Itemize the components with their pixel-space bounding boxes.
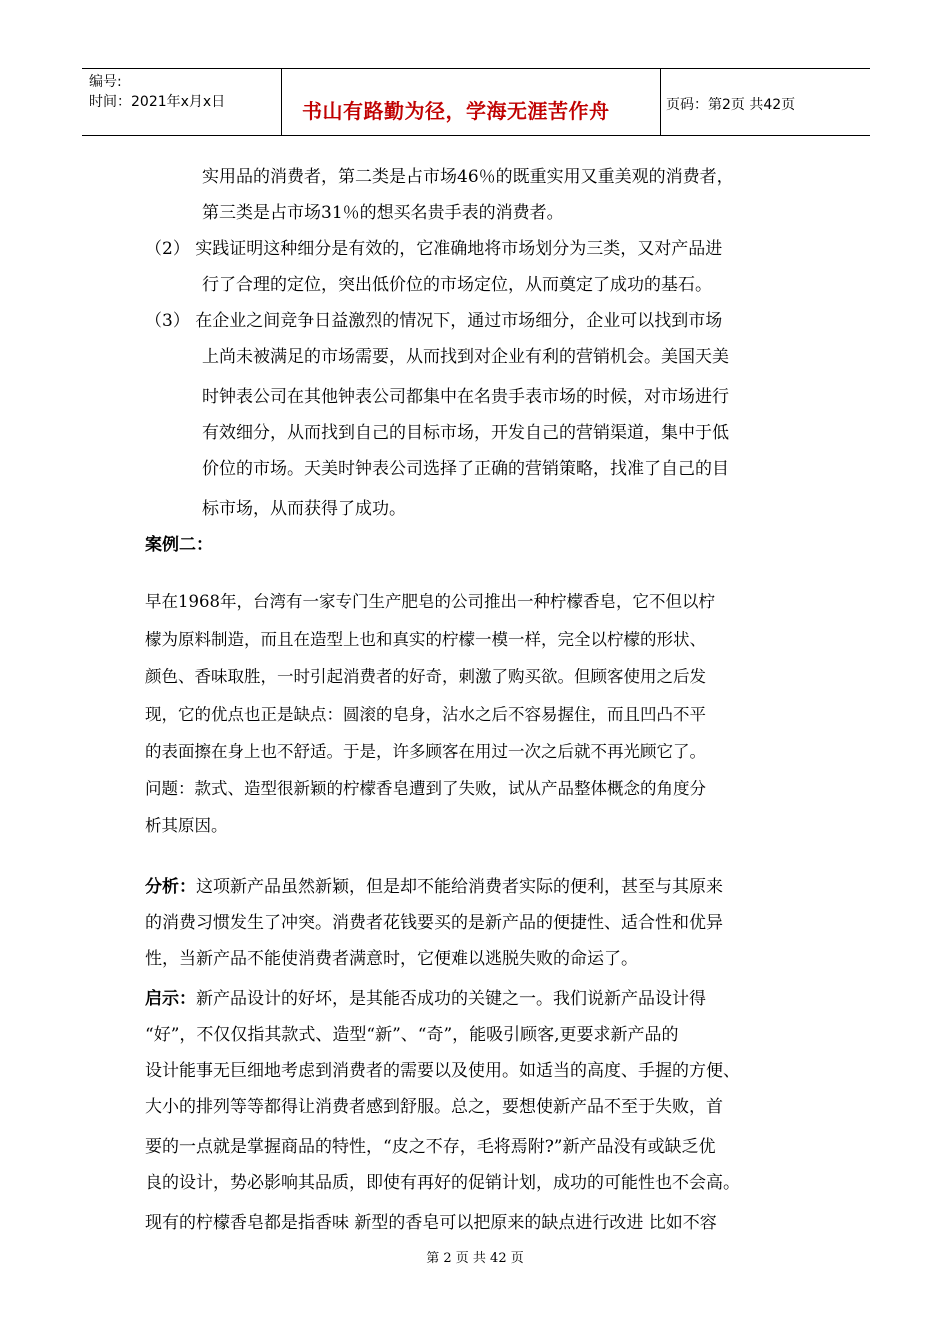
case-line: 檬为原料制造，而且在造型上也和真实的柠檬一模一样，完全以柠檬的形状、 (145, 630, 706, 649)
header-meta-cell (82, 69, 282, 135)
inspiration-line: “好”，不仅仅指其款式、造型“新”、“奇”，能吸引顾客,更要求新产品的 (145, 1025, 679, 1045)
inspiration-text: 新产品设计的好坏，是其能否成功的关键之一。我们说新产品设计得 (196, 989, 706, 1009)
body-line: （3） 在企业之间竞争日益激烈的情况下，通过市场细分，企业可以找到市场 (145, 311, 723, 331)
body-line: （2） 实践证明这种细分是有效的，它准确地将市场划分为三类，又对产品进 (145, 239, 723, 259)
analysis-line: 性，当新产品不能使消费者满意时，它便难以逃脱失败的命运了。 (145, 949, 638, 969)
body-line: 标市场，从而获得了成功。 (202, 499, 406, 519)
question-line: 析其原因。 (145, 816, 228, 835)
analysis-first-line (145, 872, 723, 897)
case-line: 颜色、香味取胜，一时引起消费者的好奇，刺激了购买欲。但顾客使用之后发 (145, 667, 706, 686)
question-line: 问题：款式、造型很新颖的柠檬香皂遭到了失败，试从产品整体概念的角度分 (145, 779, 706, 798)
body-line: 实用品的消费者，第二类是占市场46％的既重实用又重美观的消费者， (202, 167, 734, 187)
body-line: 第三类是占市场31％的想买名贵手表的消费者。 (202, 203, 564, 223)
case-line: 的表面擦在身上也不舒适。于是，许多顾客在用过一次之后就不再光顾它了。 (145, 742, 706, 761)
header-motto-cell (282, 69, 661, 135)
doc-date: 时间：2021年x月x日 (89, 94, 226, 110)
case-title: 案例二： (145, 535, 213, 555)
inspiration-first-line (145, 984, 706, 1009)
analysis-text: 这项新产品虽然新颖，但是却不能给消费者实际的便利，甚至与其原来 (196, 877, 723, 897)
inspiration-line: 现有的柠檬香皂都是指香味 新型的香皂可以把原来的缺点进行改进 比如不容 (145, 1213, 717, 1233)
inspiration-label: 启示： (145, 989, 196, 1009)
body-line: 价位的市场。天美时钟表公司选择了正确的营销策略，找准了自己的目 (202, 459, 729, 479)
header-page-cell (661, 69, 870, 135)
header-page-info: 页码：第2页 共42页 (666, 97, 796, 113)
case-line: 现，它的优点也正是缺点：圆滚的皂身，沾水之后不容易握住，而且凹凸不平 (145, 705, 706, 724)
inspiration-line: 要的一点就是掌握商品的特性，“皮之不存，毛将焉附?”新产品没有或缺乏优 (145, 1137, 716, 1157)
body-line: 时钟表公司在其他钟表公司都集中在名贵手表市场的时候，对市场进行 (202, 387, 729, 407)
inspiration-line: 良的设计，势必影响其品质，即使有再好的促销计划，成功的可能性也不会高。 (145, 1173, 740, 1193)
inspiration-line: 大小的排列等等都得让消费者感到舒服。总之，要想使新产品不至于失败，首 (145, 1097, 723, 1117)
case-line: 早在1968年，台湾有一家专门生产肥皂的公司推出一种柠檬香皂，它不但以柠 (145, 592, 715, 611)
page-header (82, 68, 870, 136)
body-line: 上尚未被满足的市场需要，从而找到对企业有利的营销机会。美国天美 (202, 347, 729, 367)
inspiration-line: 设计能事无巨细地考虑到消费者的需要以及使用。如适当的高度、手握的方便、 (145, 1061, 740, 1081)
analysis-label: 分析： (145, 877, 196, 897)
body-line: 有效细分，从而找到自己的目标市场，开发自己的营销渠道，集中于低 (202, 423, 729, 443)
header-motto: 书山有路勤为径，学海无涯苦作舟 (302, 99, 610, 123)
page-footer: 第 2 页 共 42 页 (426, 1251, 524, 1266)
analysis-line: 的消费习惯发生了冲突。消费者花钱要买的是新产品的便捷性、适合性和优异 (145, 913, 723, 933)
doc-id-label: 编号: (89, 74, 122, 90)
body-line: 行了合理的定位，突出低价位的市场定位，从而奠定了成功的基石。 (202, 275, 712, 295)
